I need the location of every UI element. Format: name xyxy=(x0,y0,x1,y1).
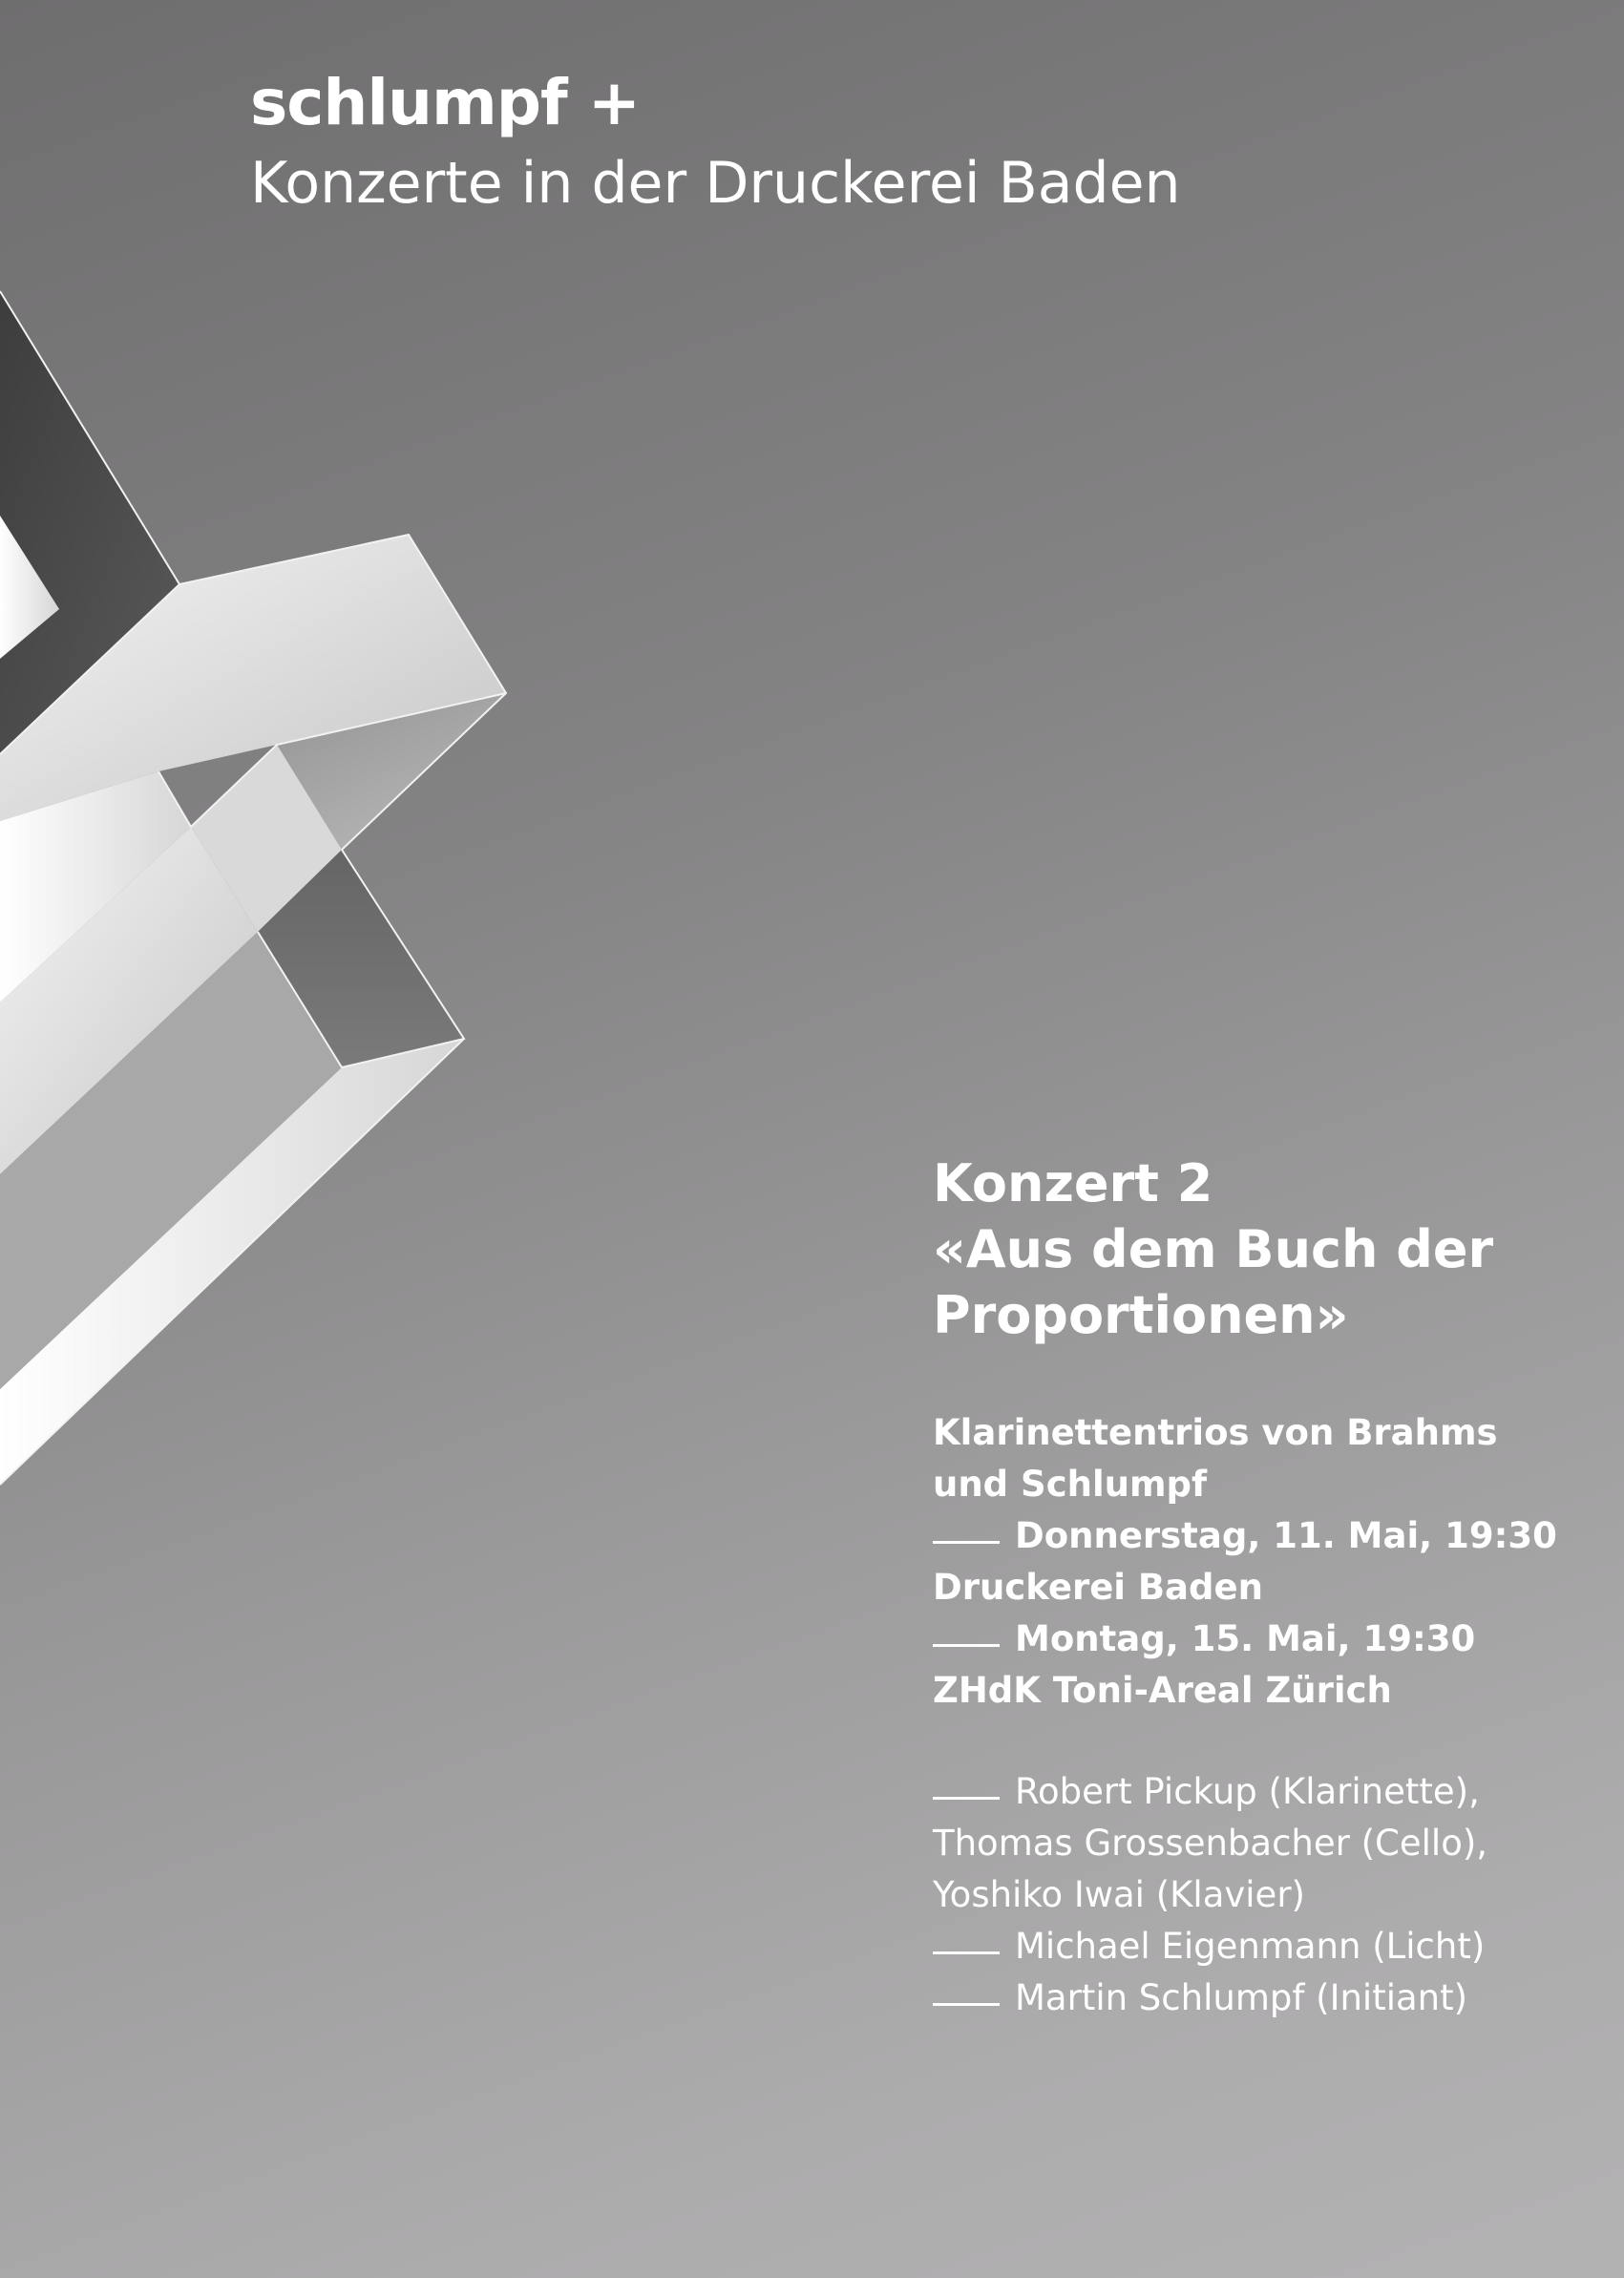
concert-number: Konzert 2 xyxy=(933,1153,1213,1213)
brand-logo: schlumpf + xyxy=(250,66,641,139)
dash-rule xyxy=(933,1951,1000,1954)
performer-line5: Martin Schlumpf (Initiant) xyxy=(933,1972,1601,2024)
event-venue-2: ZHdK Toni-Areal Zürich xyxy=(933,1670,1392,1711)
performers xyxy=(933,1766,1601,2024)
series-subtitle: Konzerte in der Druckerei Baden xyxy=(250,150,1181,217)
dash-rule xyxy=(933,1541,1000,1544)
event-date-1: Donnerstag, 11. Mai, 19:30 xyxy=(933,1510,1601,1562)
performer-line4: Michael Eigenmann (Licht) xyxy=(933,1921,1601,1972)
dash-rule xyxy=(933,2003,1000,2006)
performer-line2: Thomas Grossenbacher (Cello), xyxy=(933,1823,1488,1864)
event-venue-1: Druckerei Baden xyxy=(933,1567,1263,1608)
concert-title-line1: «Aus dem Buch der xyxy=(933,1219,1494,1279)
program-line1: Klarinettentrios von Brahms xyxy=(933,1412,1498,1453)
header xyxy=(250,63,1181,223)
event-date-2: Montag, 15. Mai, 19:30 xyxy=(933,1614,1601,1665)
program xyxy=(933,1407,1601,1717)
dash-rule xyxy=(933,1644,1000,1647)
performer-line1: Robert Pickup (Klarinette), xyxy=(933,1766,1601,1818)
concert-info xyxy=(933,1150,1601,2024)
concert-title xyxy=(933,1150,1601,1348)
program-line2: und Schlumpf xyxy=(933,1464,1208,1505)
performer-line3: Yoshiko Iwai (Klavier) xyxy=(933,1874,1305,1915)
concert-title-line2: Proportionen» xyxy=(933,1285,1349,1345)
dash-rule xyxy=(933,1797,1000,1800)
